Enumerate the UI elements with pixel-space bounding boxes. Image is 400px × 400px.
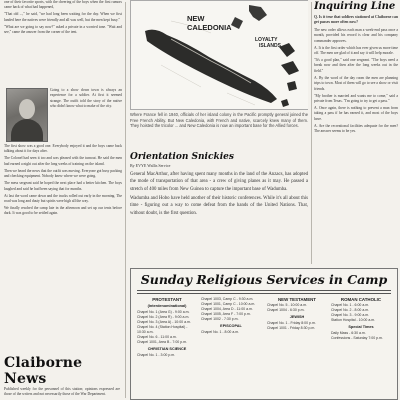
service-line: Chapel No. 3 - 9:00 a.m.: [331, 313, 370, 318]
new-caledonia-map: [130, 0, 308, 110]
service-line: Chapel No. 1 - Friday 8:00 p.m.: [267, 321, 316, 326]
service-line: Chapel 1004 - 6:30 p.m.: [267, 308, 305, 313]
religious-services-box: [130, 268, 398, 400]
portrait-face: [19, 99, 35, 119]
services-subheading: CHRISTIAN SCIENCE: [147, 347, 187, 352]
paragraph: The first show was a good one. Everybody enjoyed it and the boys came back talking about it for days after.: [4, 144, 122, 154]
paragraph: "What are we going to say now?" asked a private in a worried tone. "Wait and see," came the answer from the corner of the tent.: [4, 24, 122, 35]
services-subheading: EPISCOPAL: [220, 324, 242, 328]
service-line: Chapel 1001 - Friday 8:30 p.m.: [267, 326, 316, 331]
inquiring-answer: A. By the word of the day room the men are planning trips to town. Most of them will go to see a show or visit friends.: [314, 75, 398, 91]
service-line: Chapel No. 3 (Area A) - 10:00 a.m.: [137, 320, 191, 325]
paragraph: The Colonel had seen it too and was pleased with the turnout. He said the men had earned a night out after the long weeks of training on the island.: [4, 156, 122, 166]
article-byline: By EVYE Wallis Service: [130, 163, 171, 168]
service-line: Chapel 1001, Camp C - 10:00 a.m.: [201, 302, 256, 306]
caption-text: Where France fell in 1940, officials of her island colony in the Pacific promptly general joined the Free French Ability. But New Caledonia, with French and native, scarcely knew many of them. They hoisted the tricolor ... and New Caledonia is now an important base for the Allied forces.: [130, 112, 308, 129]
map-caption: [130, 112, 308, 130]
paragraph: one of their favorite sports, with the cheering of the boys when the first rumors came back of what had happened,: [4, 0, 122, 10]
middle-column: [130, 0, 308, 264]
right-column: [314, 0, 398, 264]
map-label-caledonia: CALEDONIA: [187, 23, 232, 32]
paragraph: "That old ...," he said, "we had long been waiting for the day. When we first landed here the natives were friendly and all was well, but the men kept busy.": [4, 12, 122, 22]
masthead: [4, 355, 120, 399]
service-line: Chapel 1002 - 7:30 p.m.: [201, 317, 239, 321]
map-label-new: NEW: [187, 14, 205, 23]
masthead-text: Published weekly for the personnel of this station; opinions expressed are those of the writers and not necessarily those of the War Department.: [4, 387, 120, 397]
services-heading: PROTESTANT: [152, 297, 182, 302]
masthead-name: Claiborne News: [4, 355, 83, 387]
column-divider: [125, 2, 126, 398]
text-beside-portrait: [50, 88, 122, 110]
services-column-2: [201, 297, 261, 397]
service-line: Chapel No. 4 (Station Hospital) - 10:30 a.m.: [137, 325, 188, 335]
paragraph: General MacArthur, after having spent many months in the land of the Anzacs, has adopted the mode of transportation of that area - a crew of giving planes as it may. He passed a stretch of 400 miles from New Guinea to capture the important base of Wadumba.: [130, 172, 308, 192]
service-line: Confessions - Saturday 7:00 p.m.: [331, 336, 383, 341]
inquiring-question: Q. Is it true that soldiers stationed at Claiborne can get passes more often now?: [314, 15, 398, 25]
map-label-islands: ISLANDS: [259, 43, 281, 49]
paragraph: Then we heard the news that the outfit was moving. Everyone got busy packing and checking equipment. Nobody knew where we were going.: [4, 168, 122, 179]
service-line: Chapel No. 5 - 10:00 a.m.: [267, 303, 308, 308]
inquiring-answer: A. Once again, there is nothing to prevent a man from taking a pass if he has earned it, and most of the boys have.: [314, 106, 398, 121]
paragraph: Going to a show down town is always an experience for a soldier. At first it seemed strange. The outfit told the story of the native who didn't know what to make of the city.: [50, 88, 122, 109]
service-line: Chapel 1005, Area F - 7:00 p.m.: [201, 312, 251, 316]
service-line: Chapel 1003, Camp C - 9:30 a.m.: [201, 297, 254, 301]
paragraph: At last the word came down and the trucks rolled out early in the morning. The road was long and dusty but spirits were high all the way.: [4, 193, 122, 204]
inquiring-answer: The new order allows each man a week-end pass once a month, provided his record is clear and his company commander approves.: [314, 27, 398, 43]
service-line: Chapel No. 2 - 8:00 a.m.: [331, 308, 370, 313]
paragraph: The mess sergeant said he hoped the next place had a better kitchen. The boys laughed and said he had been saying that for months.: [4, 181, 122, 191]
inquiring-line-title: Inquiring Line: [314, 1, 396, 12]
orientation-snickies-article: [130, 152, 308, 219]
service-line: Chapel No. 1 - 8:00 a.m.: [201, 330, 240, 334]
services-title: Sunday Religious Services in Camp: [140, 272, 388, 287]
services-heading: NEW TESTAMENT: [278, 297, 316, 302]
paragraph: Wadumba and Hobo have held another of their historic conferences. While it's all about this time - figuring out a way to come defeat from the hands of the United Nations. That, without doubt, is the first question.: [130, 195, 308, 216]
service-line: Chapel No. 6 - 11:00 a.m.: [137, 335, 177, 340]
inquiring-answer: "It's a good plan," said one sergeant. "The boys need a break now and then after the long weeks out in the field.": [314, 58, 398, 73]
left-column-top-text: [4, 0, 122, 36]
services-subheading: Special Times: [348, 325, 374, 330]
service-line: Station Hospital - 10:00 a.m.: [331, 318, 376, 323]
services-rule: [137, 290, 391, 291]
service-line: Chapel 1001, Area B - 7:00 p.m.: [137, 340, 188, 345]
inquiring-answer: A. It is the first order which has ever given us more time off. The men are glad of it and say it will help morale.: [314, 45, 398, 56]
service-line: Chapel No. 1 - 6:00 a.m.: [331, 303, 370, 308]
service-line: Chapel No. 1 (Area G) - 9:00 a.m.: [137, 310, 190, 315]
article-title: Orientation Snickies: [130, 152, 234, 162]
service-line: Chapel 1004, Area D - 11:00 a.m.: [201, 307, 253, 311]
inquiring-answer: "My brother is married and wants me to come," said a private from Texas. "I'm going to try to get a pass.": [314, 93, 398, 104]
services-rule: [137, 293, 391, 294]
left-column-body-text: [4, 144, 122, 350]
portrait-photo: [6, 88, 48, 142]
inquiring-answer: A. Are the recreational facilities adequate for the men? The answer seems to be yes.: [314, 123, 398, 134]
services-heading: ROMAN CATHOLIC: [340, 297, 382, 302]
paragraph: We finally reached the camp late in the afternoon and set up our tents before dark. It was good to be settled again.: [4, 206, 122, 216]
left-column: [4, 0, 122, 400]
service-line: Chapel No. 1 - 3:00 p.m.: [137, 353, 176, 358]
portrait-shoulders: [11, 119, 43, 141]
service-line: Chapel No. 2 (Area R) - 9:00 a.m.: [137, 315, 190, 320]
column-divider: [311, 2, 312, 264]
map-drawing: [131, 1, 308, 109]
services-column-3: [267, 297, 327, 397]
services-subheading: (Interdenominational): [147, 304, 187, 309]
service-line: Daily Mass - 6:30 a.m.: [331, 331, 366, 336]
services-column-protestant: [137, 297, 197, 397]
map-label-loyalty: LOYALTY: [255, 37, 278, 43]
services-column-catholic: [331, 297, 391, 397]
services-subheading: JEWISH: [289, 315, 305, 320]
